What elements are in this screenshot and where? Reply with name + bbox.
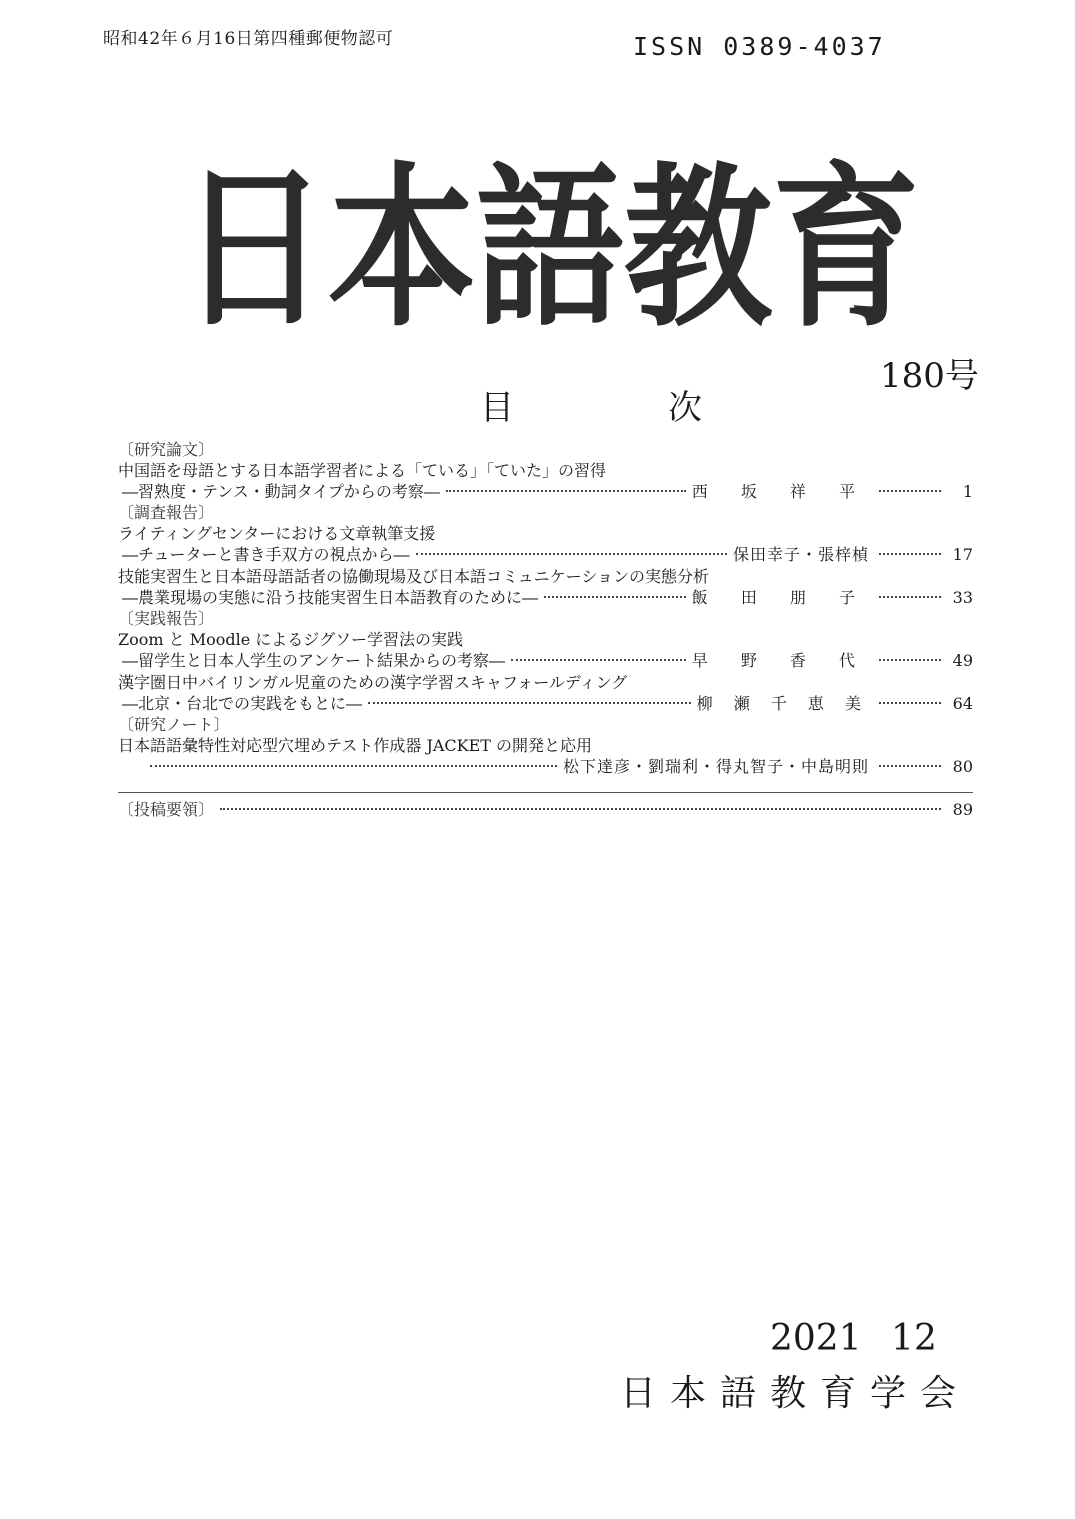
publication-date: 2021 12	[770, 1318, 937, 1359]
page-number: 17	[952, 545, 973, 564]
page-number: 33	[952, 588, 973, 607]
toc-entry[interactable]	[118, 566, 973, 609]
toc-entry[interactable]	[118, 460, 973, 503]
article-subtitle: ―北京・台北での実践をもとに―	[122, 694, 363, 713]
article-title: Zoom と Moodle によるジグソー学習法の実践	[118, 630, 463, 649]
toc-section-label: 〔実践報告〕	[118, 609, 215, 628]
dot-leader	[879, 490, 941, 492]
dot-leader	[416, 553, 727, 555]
dot-leader	[446, 490, 686, 492]
dot-leader	[150, 765, 557, 767]
article-subtitle: ―習熟度・テンス・動詞タイプからの考察―	[122, 482, 440, 501]
article-title: 日本語語彙特性対応型穴埋めテスト作成器 JACKET の開発と応用	[118, 736, 593, 755]
article-subtitle: ―農業現場の実態に沿う技能実習生日本語教育のために―	[122, 588, 539, 607]
dot-leader	[879, 659, 941, 661]
toc-section-label: 〔研究ノート〕	[118, 715, 230, 734]
page-number: 80	[952, 757, 973, 776]
issue-number: 180号	[880, 356, 979, 396]
postal-permit-note: 昭和42年６月16日第四種郵便物認可	[103, 29, 394, 49]
page-number: 64	[952, 694, 973, 713]
toc-entry[interactable]	[118, 523, 973, 566]
article-author: 柳 瀬 千 恵 美	[696, 694, 869, 713]
toc-section-label: 〔調査報告〕	[118, 503, 215, 522]
dot-leader	[368, 702, 691, 704]
article-author: 早 野 香 代	[691, 651, 869, 670]
dot-leader	[879, 765, 941, 767]
dot-leader	[220, 808, 941, 810]
article-title: 中国語を母語とする日本語学習者による「ている」「ていた」の習得	[118, 461, 607, 480]
page-number: 89	[952, 800, 973, 819]
dot-leader	[544, 596, 686, 598]
toc-heading: 目 次	[480, 388, 762, 428]
toc-section-label: 〔投稿要領〕	[118, 800, 215, 819]
dot-leader	[879, 596, 941, 598]
article-title: 技能実習生と日本語母語話者の協働現場及び日本語コミュニケーションの実態分析	[118, 567, 710, 586]
article-title: 漢字圏日中バイリンガル児童のための漢字学習スキャフォールディング	[118, 673, 628, 692]
journal-title: 日本語教育	[180, 147, 920, 351]
toc-divider	[118, 792, 973, 793]
article-subtitle: ―チューターと書き手双方の視点から―	[122, 545, 410, 564]
article-author: 松下達彦・劉瑞利・得丸智子・中島明則	[562, 757, 869, 776]
table-of-contents	[118, 440, 973, 821]
toc-entry[interactable]	[118, 735, 973, 778]
issn-number: ISSN 0389-4037	[633, 32, 886, 61]
toc-entry[interactable]	[118, 629, 973, 672]
article-subtitle: ―留学生と日本人学生のアンケート結果からの考察―	[122, 651, 506, 670]
article-author: 保田幸子・張梓楨	[732, 545, 869, 564]
page-number: 1	[962, 482, 973, 501]
article-author: 西 坂 祥 平	[691, 482, 869, 501]
toc-entry[interactable]	[118, 672, 973, 715]
article-title: ライティングセンターにおける文章執筆支援	[118, 524, 436, 543]
dot-leader	[879, 702, 941, 704]
dot-leader	[879, 553, 941, 555]
dot-leader	[511, 659, 686, 661]
page-number: 49	[952, 651, 973, 670]
publisher-name: 日本語教育学会	[620, 1373, 971, 1414]
toc-entry-submission-guidelines[interactable]	[118, 799, 973, 821]
toc-section-label: 〔研究論文〕	[118, 440, 215, 459]
article-author: 飯 田 朋 子	[691, 588, 869, 607]
